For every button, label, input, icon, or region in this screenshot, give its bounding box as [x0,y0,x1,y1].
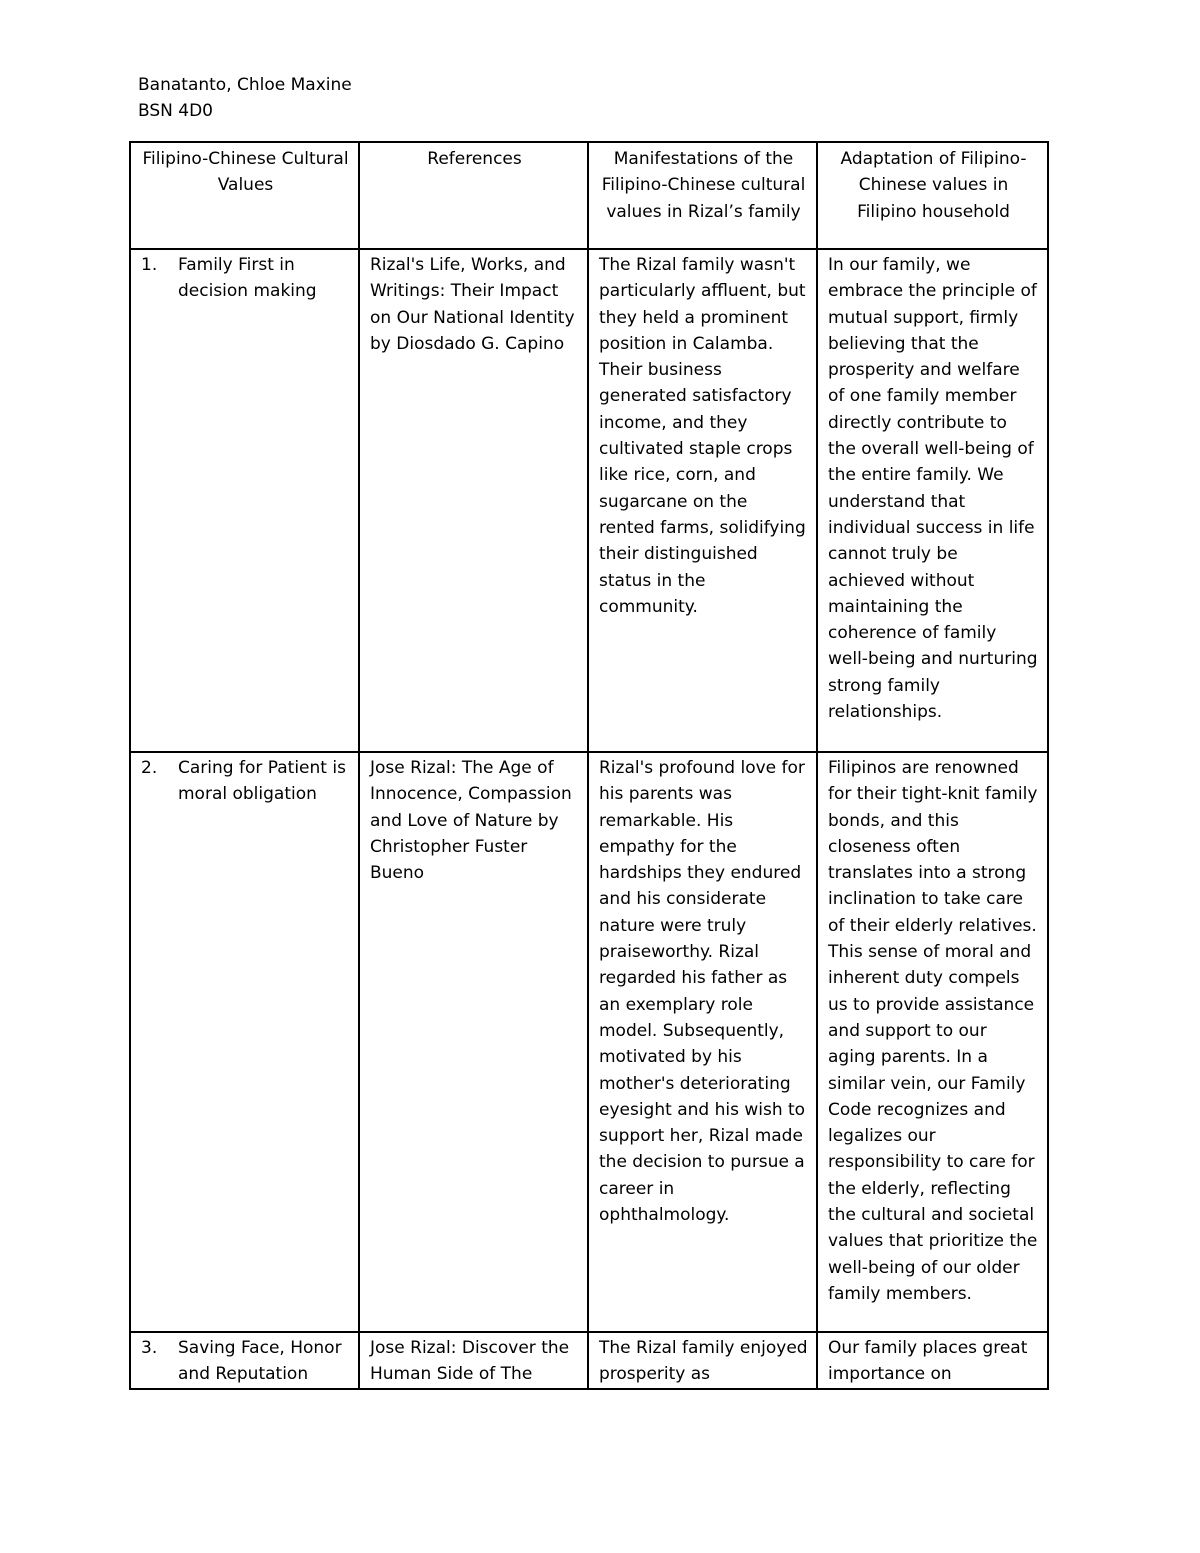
manifestation-cell: Rizal's profound love for his parents was remarkable. His empathy for the hardships they endured and his considerate nature were truly praiseworthy. Rizal regarded his father as an exemplary role model. Subsequently, motivated by his mother's deteriorating eyesight and his wish to support her, Rizal made the decision to pursue a career in ophthalmology. [588,752,817,1332]
row-number: 2. [141,758,158,778]
column-header-manifestations: Manifestations of the Filipino-Chinese cultural values in Rizal’s family [588,142,817,249]
adaptation-cell: Filipinos are renowned for their tight-knit family bonds, and this closeness often translates into a strong inclination to take care of their elderly relatives. This sense of moral and inherent duty compels us to provide assistance and support to our aging parents. In a similar vein, our Family Code recognizes and legalizes our responsibility to care for the elderly, reflecting the cultural and societal values that prioritize the well-being of our older family members. [817,752,1048,1332]
row-number: 3. [141,1338,158,1358]
reference-cell: Jose Rizal: The Age of Innocence, Compassion and Love of Nature by Christopher Fuster Bueno [359,752,588,1332]
value-cell [130,1332,359,1389]
table-row [130,249,1048,752]
cultural-values-table [129,141,1049,1390]
table-row [130,752,1048,1332]
value-cell [130,249,359,752]
column-header-references: References [359,142,588,249]
column-header-adaptation: Adaptation of Filipino-Chinese values in Filipino household [817,142,1048,249]
cultural-value: Caring for Patient is moral obligation [178,758,346,805]
table-row [130,1332,1048,1389]
adaptation-cell: In our family, we embrace the principle of mutual support, firmly believing that the prosperity and welfare of one family member directly contribute to the overall well-being of the entire family. We understand that individual success in life cannot truly be achieved without maintaining the coherence of family well-being and nurturing strong family relationships. [817,249,1048,752]
adaptation-cell: Our family places great importance on [817,1332,1048,1389]
cultural-value: Family First in decision making [178,255,317,302]
manifestation-cell: The Rizal family wasn't particularly affluent, but they held a prominent position in Calamba. Their business generated satisfactory income, and they cultivated staple crops like rice, corn, and sugarcane on the rented farms, solidifying their distinguished status in the community. [588,249,817,752]
value-cell [130,752,359,1332]
column-header-values: Filipino-Chinese Cultural Values [130,142,359,249]
author-name: Banatanto, Chloe Maxine [138,75,352,95]
reference-cell: Jose Rizal: Discover the Human Side of The [359,1332,588,1389]
document-header [138,72,352,124]
table-header-row [130,142,1048,249]
course-section: BSN 4D0 [138,101,213,121]
cultural-value: Saving Face, Honor and Reputation [178,1338,342,1385]
manifestation-cell: The Rizal family enjoyed prosperity as [588,1332,817,1389]
reference-cell: Rizal's Life, Works, and Writings: Their Impact on Our National Identity by Diosdado G. Capino [359,249,588,752]
row-number: 1. [141,255,158,275]
